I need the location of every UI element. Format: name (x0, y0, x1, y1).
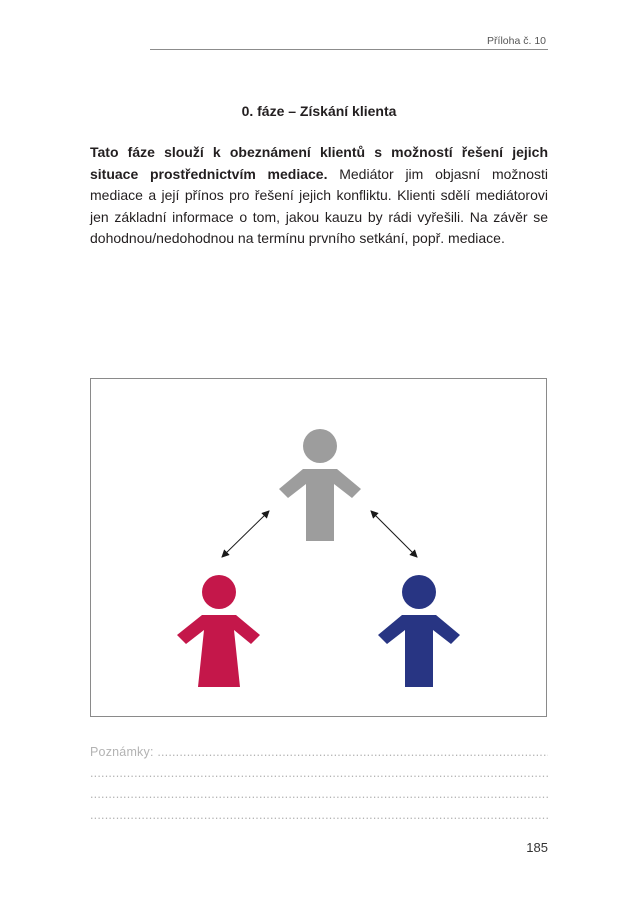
client-right-body (378, 615, 460, 687)
section-title: 0. fáze – Získání klienta (241, 103, 397, 119)
notes-dots (90, 787, 548, 801)
appendix-label: Příloha č. 10 (487, 35, 546, 47)
body-paragraph (90, 142, 548, 250)
body-paragraph-rest: Mediátor jim objasní možnosti mediace a její přínos pro řešení jejich konfliktu. Klienti sdělí mediátorovi jen základní informace o tom, jakou kauzu by rádi vyřešili. Na závěr se dohodnou/nedohodnou na termínu prvního setkání, popř. mediace. (90, 165, 548, 246)
notes-dots (90, 808, 548, 822)
page-number: 185 (526, 840, 548, 855)
double-arrow-right (371, 511, 417, 557)
client-right-person-icon (378, 575, 460, 687)
client-left-head (202, 575, 236, 609)
mediation-diagram (91, 379, 548, 718)
notes-label: Poznámky: (90, 745, 158, 759)
notes-dots (157, 745, 548, 759)
double-arrow-left (222, 511, 269, 557)
notes-dots (90, 766, 548, 780)
mediator-person-icon (279, 429, 361, 541)
body-paragraph-bold: Tato fáze slouží k obeznámení klientů s možností řešení jejich situace prostřednictvím mediace. (90, 144, 548, 182)
mediation-figure (90, 378, 547, 717)
header-rule (150, 49, 548, 50)
notes-line-3[interactable] (90, 787, 548, 806)
notes-line-2[interactable] (90, 766, 548, 785)
notes-line-4[interactable] (90, 808, 548, 827)
notes-line-1[interactable] (90, 745, 548, 764)
mediator-body (279, 469, 361, 541)
mediator-head (303, 429, 337, 463)
client-left-body (177, 615, 260, 687)
client-left-person-icon (177, 575, 260, 687)
client-right-head (402, 575, 436, 609)
